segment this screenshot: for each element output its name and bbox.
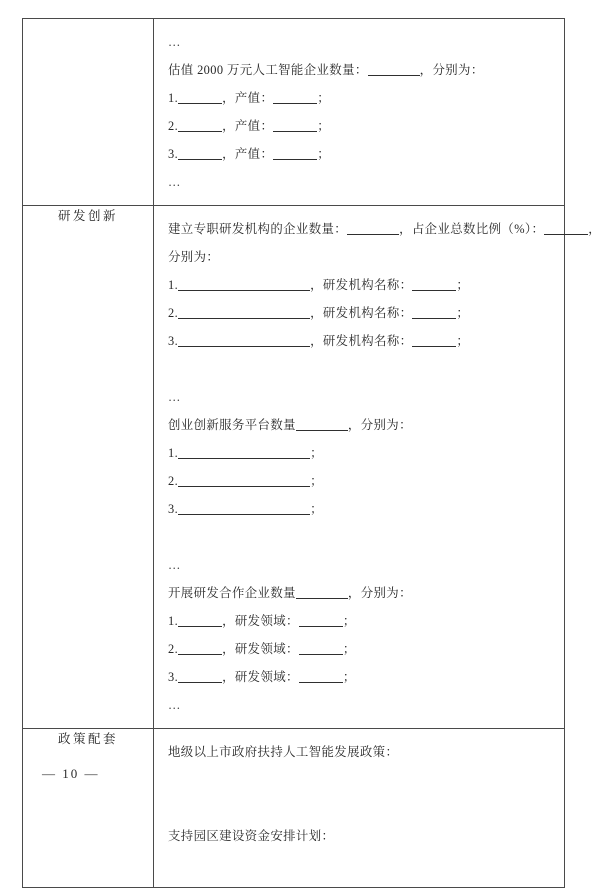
line-text: ，研发领域： bbox=[222, 614, 299, 628]
fill-in-blank[interactable] bbox=[368, 64, 420, 76]
fill-in-blank[interactable] bbox=[299, 643, 343, 655]
line-text: ； bbox=[317, 147, 331, 161]
fill-in-blank[interactable] bbox=[273, 92, 317, 104]
line-text: 1. bbox=[168, 446, 179, 460]
line-text: 地级以上市政府扶持人工智能发展政策： bbox=[168, 745, 399, 759]
fill-in-blank[interactable] bbox=[178, 671, 222, 683]
line-text: ； bbox=[310, 474, 323, 488]
line-text: 2. bbox=[168, 642, 179, 656]
fill-in-blank[interactable] bbox=[347, 223, 399, 235]
ellipsis-line: … bbox=[168, 390, 182, 404]
line-text: ，产值： bbox=[222, 147, 274, 161]
line-text: ，产值： bbox=[222, 91, 274, 105]
form-line bbox=[168, 411, 552, 439]
line-text: ； bbox=[342, 670, 356, 684]
table-body bbox=[23, 19, 602, 888]
line-text: ； bbox=[456, 306, 470, 320]
fill-in-blank[interactable] bbox=[299, 615, 343, 627]
line-text: 1. bbox=[168, 91, 179, 105]
cell-content bbox=[154, 729, 564, 887]
line-text: ，分别为： bbox=[347, 586, 412, 600]
fill-in-blank[interactable] bbox=[299, 671, 343, 683]
fill-in-blank[interactable] bbox=[178, 92, 222, 104]
form-line bbox=[168, 579, 552, 607]
line-text: 建立专职研发机构的企业数量： bbox=[168, 222, 348, 236]
line-text: 3. bbox=[168, 502, 179, 516]
form-line bbox=[168, 635, 552, 663]
form-line bbox=[168, 495, 552, 523]
line-text: ； bbox=[310, 502, 323, 516]
line-text: ； bbox=[317, 119, 331, 133]
row-category-cell bbox=[23, 729, 154, 888]
fill-in-blank[interactable] bbox=[178, 335, 310, 347]
form-line bbox=[168, 271, 552, 299]
row-content-cell bbox=[154, 19, 565, 206]
line-text: 3. bbox=[168, 147, 179, 161]
fill-in-blank[interactable] bbox=[296, 419, 348, 431]
form-line bbox=[168, 56, 552, 84]
row-category-label: 研发创新 bbox=[57, 209, 118, 223]
line-text: 估值 2000 万元人工智能企业数量： bbox=[168, 63, 368, 77]
line-text: ； bbox=[456, 334, 470, 348]
form-line bbox=[168, 243, 552, 271]
spacer-line bbox=[168, 355, 552, 383]
fill-in-blank[interactable] bbox=[178, 279, 310, 291]
form-line bbox=[168, 327, 552, 355]
ellipsis-line: … bbox=[168, 558, 182, 572]
line-text: ； bbox=[342, 642, 356, 656]
spacer-line bbox=[168, 766, 552, 794]
row-category-cell bbox=[23, 19, 154, 206]
row-category-label: 政策配套 bbox=[57, 732, 118, 746]
table-row bbox=[23, 729, 565, 888]
fill-in-blank[interactable] bbox=[544, 223, 588, 235]
line-text: 支持园区建设资金安排计划： bbox=[168, 829, 335, 843]
line-text: ，研发机构名称： bbox=[310, 334, 413, 348]
spacer-line bbox=[168, 850, 552, 878]
line-text: ； bbox=[310, 446, 323, 460]
table-row bbox=[23, 19, 565, 206]
form-line bbox=[168, 663, 552, 691]
form-line bbox=[168, 439, 552, 467]
ellipsis-line: … bbox=[168, 698, 182, 712]
ellipsis-line: … bbox=[168, 175, 182, 189]
fill-in-blank[interactable] bbox=[178, 615, 222, 627]
fill-in-blank[interactable] bbox=[178, 475, 310, 487]
line-text: 创业创新服务平台数量 bbox=[168, 418, 296, 432]
form-line bbox=[168, 738, 552, 766]
form-line bbox=[168, 299, 552, 327]
line-text: 开展研发合作企业数量 bbox=[168, 586, 296, 600]
fill-in-blank[interactable] bbox=[178, 643, 222, 655]
fill-in-blank[interactable] bbox=[412, 279, 456, 291]
fill-in-blank[interactable] bbox=[296, 587, 348, 599]
line-text: 3. bbox=[168, 670, 179, 684]
page-number: — 10 — bbox=[42, 766, 100, 781]
fill-in-blank[interactable] bbox=[178, 307, 310, 319]
ellipsis-line: … bbox=[168, 35, 182, 49]
form-line bbox=[168, 215, 602, 243]
fill-in-blank[interactable] bbox=[178, 503, 310, 515]
cell-content bbox=[154, 19, 564, 205]
cell-content bbox=[154, 206, 602, 728]
fill-in-blank[interactable] bbox=[412, 307, 456, 319]
line-text: 分别为： bbox=[168, 250, 220, 264]
line-text: ，研发机构名称： bbox=[310, 278, 413, 292]
form-line bbox=[168, 84, 552, 112]
fill-in-blank[interactable] bbox=[412, 335, 456, 347]
line-text: ，分别为： bbox=[419, 63, 484, 77]
form-line bbox=[168, 607, 552, 635]
form-line bbox=[168, 140, 552, 168]
line-text: ，分别为： bbox=[347, 418, 412, 432]
fill-in-blank[interactable] bbox=[178, 148, 222, 160]
form-line bbox=[168, 822, 552, 850]
line-text: ； bbox=[342, 614, 356, 628]
line-text: ，研发领域： bbox=[222, 642, 299, 656]
line-text: 2. bbox=[168, 474, 179, 488]
fill-in-blank[interactable] bbox=[273, 120, 317, 132]
line-text: 3. bbox=[168, 334, 179, 348]
row-content-cell bbox=[154, 206, 602, 729]
spacer-line bbox=[168, 523, 552, 551]
fill-in-blank[interactable] bbox=[178, 120, 222, 132]
form-line bbox=[168, 467, 552, 495]
line-text: 2. bbox=[168, 306, 179, 320]
line-text: ，研发领域： bbox=[222, 670, 299, 684]
line-text: ，占企业总数比例（%）： bbox=[399, 222, 545, 236]
line-text: ，研发机构名称： bbox=[310, 306, 413, 320]
row-content-cell bbox=[154, 729, 565, 888]
fill-in-blank[interactable] bbox=[178, 447, 310, 459]
survey-form-table bbox=[22, 18, 602, 888]
line-text: 1. bbox=[168, 614, 179, 628]
row-category-cell bbox=[23, 206, 154, 729]
line-text: ； bbox=[456, 278, 470, 292]
line-text: 2. bbox=[168, 119, 179, 133]
table-row bbox=[23, 206, 565, 729]
line-text: ，产值： bbox=[222, 119, 274, 133]
fill-in-blank[interactable] bbox=[273, 148, 317, 160]
line-text: ， bbox=[588, 222, 602, 236]
line-text: ； bbox=[317, 91, 331, 105]
spacer-line bbox=[168, 794, 552, 822]
line-text: 1. bbox=[168, 278, 179, 292]
form-line bbox=[168, 112, 552, 140]
